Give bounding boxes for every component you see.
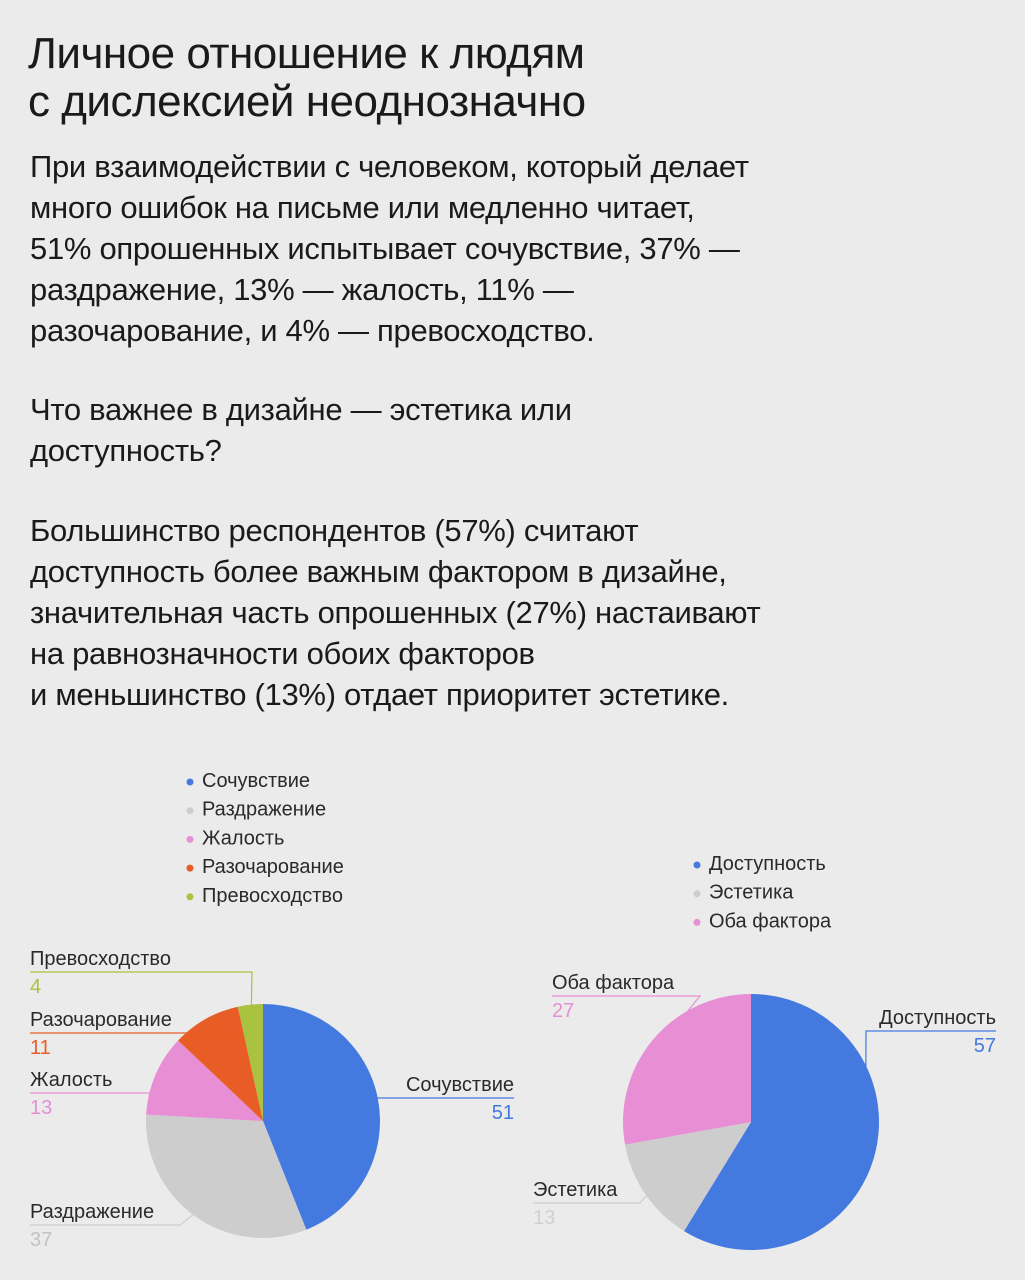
slice-value: 11 xyxy=(30,1037,51,1059)
legend-label: Превосходство xyxy=(202,884,343,907)
slice-label: Разочарование xyxy=(30,1009,172,1031)
legend-label: Жалость xyxy=(202,827,285,850)
legend-swatch-доступность xyxy=(694,862,701,869)
slice-value: 4 xyxy=(30,976,42,998)
legend-label: Доступность xyxy=(709,853,826,875)
legend-swatch-разочарование xyxy=(187,865,194,872)
slice-label: Доступность xyxy=(879,1007,996,1029)
slice-value: 27 xyxy=(552,1000,575,1022)
legend-label: Раздражение xyxy=(202,798,327,821)
text-line: и меньшинство (13%) отдает приоритет эстетике. xyxy=(30,677,729,712)
text-line: много ошибок на письме или медленно читает, xyxy=(30,190,695,225)
slice-label: Жалость xyxy=(30,1069,113,1091)
legend-swatch-эстетика xyxy=(694,890,701,897)
slice-value: 13 xyxy=(533,1207,556,1229)
legend-swatch-оба-фактора xyxy=(694,919,701,926)
legend-swatch-раздражение xyxy=(187,807,194,814)
slice-label: Превосходство xyxy=(30,948,171,970)
slice-value: 57 xyxy=(973,1035,996,1057)
pie-chart-design-priority xyxy=(533,853,996,1250)
text-line: При взаимодействии с человеком, который делает xyxy=(30,149,749,184)
pie-chart-emotions xyxy=(30,770,514,1251)
slice-label: Сочувствие xyxy=(405,1074,514,1096)
slice-value: 13 xyxy=(30,1097,53,1119)
legend-label: Сочувствие xyxy=(202,770,311,792)
legend-label: Оба фактора xyxy=(709,910,832,933)
text-line: доступность более важным фактором в дизайне, xyxy=(30,554,727,589)
legend-swatch-жалость xyxy=(187,836,194,843)
text-line: раздражение, 13% — жалость, 11% — xyxy=(30,272,574,307)
text-line: на равнозначности обоих факторов xyxy=(30,636,535,671)
text-line: доступность? xyxy=(30,433,222,468)
legend-swatch-сочувствие xyxy=(187,779,194,786)
legend-label: Эстетика xyxy=(709,881,794,904)
pie-slice-оба-фактора xyxy=(623,994,751,1145)
text-line: значительная часть опрошенных (27%) настаивают xyxy=(30,595,761,630)
text-line: Что важнее в дизайне — эстетика или xyxy=(30,392,572,427)
title-line: Личное отношение к людям xyxy=(28,29,585,78)
slice-label: Эстетика xyxy=(533,1179,618,1201)
slice-value: 37 xyxy=(30,1229,53,1251)
legend-swatch-превосходство xyxy=(187,893,194,900)
text-line: Большинство респондентов (57%) считают xyxy=(30,513,639,548)
title-line: с дислексией неоднозначно xyxy=(28,77,586,126)
callout-line-превосходство xyxy=(30,972,252,1013)
slice-value: 51 xyxy=(491,1102,514,1124)
callout-line-сочувствие xyxy=(370,1098,514,1101)
slice-label: Раздражение xyxy=(30,1201,155,1223)
text-line: разочарование, и 4% — превосходство. xyxy=(30,313,595,348)
slice-label: Оба фактора xyxy=(552,972,675,994)
legend-label: Разочарование xyxy=(202,856,344,879)
text-line: 51% опрошенных испытывает сочувствие, 37% — xyxy=(30,231,740,266)
